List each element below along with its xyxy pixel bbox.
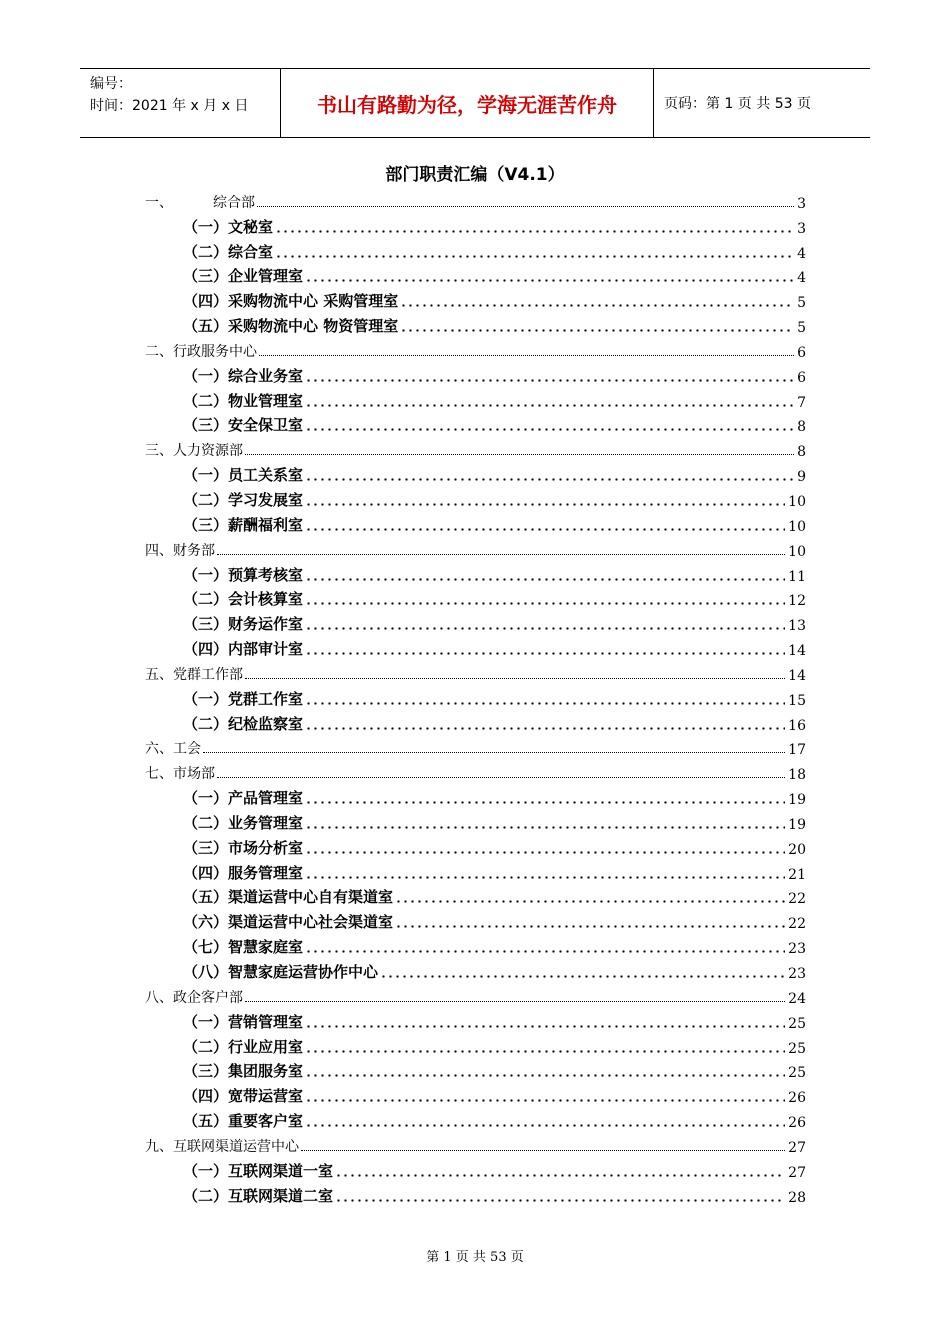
- toc-entry-text: 薪酬福利室: [228, 515, 304, 534]
- toc-entry-label: [183, 837, 303, 858]
- toc-dot-leader: [305, 727, 785, 730]
- toc-subsection-entry[interactable]: [145, 386, 806, 411]
- toc-dot-leader: [395, 900, 785, 903]
- toc-entry-number: （一）: [183, 1161, 229, 1180]
- toc-subsection-entry[interactable]: [145, 833, 806, 858]
- toc-entry-label: [183, 1036, 303, 1057]
- toc-entry-text: 企业管理室: [228, 267, 304, 286]
- toc-entry-number: （一）: [183, 366, 229, 385]
- toc-page-number: 26: [788, 1090, 806, 1107]
- toc-entry-number: 九、: [145, 1138, 173, 1155]
- toc-entry-label: [183, 514, 303, 535]
- toc-entry-number: （二）: [183, 1037, 229, 1056]
- toc-dot-leader: [305, 876, 785, 879]
- toc-dot-leader: [400, 329, 794, 332]
- toc-dot-leader: [305, 404, 794, 407]
- toc-page-number: 19: [788, 816, 806, 833]
- toc-entry-text: 营销管理室: [228, 1012, 304, 1031]
- toc-dot-leader: [305, 652, 785, 655]
- toc-subsection-entry[interactable]: [145, 1181, 806, 1206]
- toc-entry-text: 党群工作室: [228, 689, 304, 708]
- toc-entry-text: 文秘室: [228, 217, 274, 236]
- header-page-info: 页码：第 1 页 共 53 页: [664, 96, 811, 112]
- header-slogan: 书山有路勤为径，学海无涯苦作舟: [281, 69, 654, 137]
- toc-section-entry[interactable]: [145, 336, 806, 361]
- toc-page-number: 4: [797, 270, 806, 287]
- toc-dot-leader: [217, 552, 785, 555]
- toc-subsection-entry[interactable]: [145, 957, 806, 982]
- toc-subsection-entry[interactable]: [145, 311, 806, 336]
- toc-dot-leader: [305, 1074, 785, 1077]
- toc-entry-text: 产品管理室: [228, 789, 304, 808]
- toc-entry-text: 政企客户部: [173, 989, 243, 1006]
- toc-dot-leader: [305, 627, 785, 630]
- toc-subsection-entry[interactable]: [145, 1156, 806, 1181]
- toc-subsection-entry[interactable]: [145, 783, 806, 808]
- toc-entry-text: 重要客户室: [228, 1112, 304, 1131]
- toc-entry-number: 六、: [145, 741, 173, 758]
- toc-entry-label: [145, 341, 257, 361]
- toc-entry-number: （二）: [183, 391, 229, 410]
- toc-entry-label: [183, 787, 303, 808]
- toc-entry-text: 行业应用室: [228, 1037, 304, 1056]
- toc-entry-text: 智慧家庭室: [228, 938, 304, 957]
- toc-entry-label: [183, 414, 303, 435]
- toc-entry-label: [183, 489, 303, 510]
- toc-subsection-entry[interactable]: [145, 510, 806, 535]
- document-header: [80, 68, 870, 138]
- toc-page-number: 25: [788, 1065, 806, 1082]
- toc-dot-leader: [305, 801, 785, 804]
- toc-entry-text: 内部审计室: [228, 640, 304, 659]
- toc-entry-label: [145, 763, 215, 783]
- toc-entry-number: （一）: [183, 565, 229, 584]
- toc-entry-number: （四）: [183, 640, 229, 659]
- toc-entry-number: （三）: [183, 416, 229, 435]
- toc-page-number: 13: [788, 618, 806, 635]
- toc-subsection-entry[interactable]: [145, 560, 806, 585]
- toc-page-number: 15: [788, 692, 806, 709]
- toc-entry-label: [145, 440, 243, 460]
- toc-subsection-entry[interactable]: [145, 808, 806, 833]
- toc-page-number: 24: [788, 990, 806, 1007]
- toc-subsection-entry[interactable]: [145, 262, 806, 287]
- toc-dot-leader: [245, 452, 794, 455]
- toc-section-entry[interactable]: [145, 734, 806, 759]
- toc-entry-number: （四）: [183, 292, 229, 311]
- toc-entry-number: （一）: [183, 466, 229, 485]
- toc-entry-text: 采购物流中心 物资管理室: [228, 317, 399, 336]
- toc-page-number: 5: [797, 320, 806, 337]
- toc-entry-text: 工会: [173, 741, 201, 758]
- toc-entry-label: [183, 1185, 333, 1206]
- toc-page-number: 7: [797, 394, 806, 411]
- toc-entry-number: （一）: [183, 1012, 229, 1031]
- toc-entry-text: 互联网渠道运营中心: [173, 1138, 299, 1155]
- toc-entry-number: （五）: [183, 1112, 229, 1131]
- toc-entry-label: [183, 1085, 303, 1106]
- toc-entry-label: [183, 241, 273, 262]
- toc-entry-number: 一、: [145, 194, 173, 211]
- toc-dot-leader: [305, 1025, 785, 1028]
- toc-page-number: 8: [797, 444, 806, 461]
- toc-page-number: 3: [797, 195, 806, 212]
- toc-entry-number: 三、: [145, 443, 173, 460]
- toc-subsection-entry[interactable]: [145, 709, 806, 734]
- toc-dot-leader: [305, 503, 785, 506]
- date-line: 时间：2021 年 x 月 x 日: [90, 98, 249, 114]
- toc-entry-number: （三）: [183, 615, 229, 634]
- toc-entry-text: 财务运作室: [228, 615, 304, 634]
- toc-entry-text: 综合部: [213, 194, 255, 211]
- toc-dot-leader: [301, 1148, 785, 1151]
- toc-entry-text: 纪检监察室: [228, 714, 304, 733]
- toc-subsection-entry[interactable]: [145, 1106, 806, 1131]
- toc-entry-text: 党群工作部: [173, 666, 243, 683]
- toc-entry-number: （三）: [183, 515, 229, 534]
- toc-subsection-entry[interactable]: [145, 634, 806, 659]
- toc-subsection-entry[interactable]: [145, 907, 806, 932]
- toc-entry-text: 服务管理室: [228, 863, 304, 882]
- toc-dot-leader: [305, 702, 785, 705]
- toc-dot-leader: [305, 428, 794, 431]
- toc-entry-number: 四、: [145, 542, 173, 559]
- toc-page-number: 3: [797, 220, 806, 237]
- toc-section-entry[interactable]: [145, 758, 806, 783]
- toc-dot-leader: [275, 230, 794, 233]
- toc-dot-leader: [305, 528, 785, 531]
- toc-dot-leader: [217, 775, 785, 778]
- toc-entry-number: （三）: [183, 1062, 229, 1081]
- toc-page-number: 14: [788, 643, 806, 660]
- toc-entry-label: [145, 664, 243, 684]
- toc-subsection-entry[interactable]: [145, 411, 806, 436]
- toc-entry-text: 安全保卫室: [228, 416, 304, 435]
- toc-page-number: 4: [797, 245, 806, 262]
- toc-page-number: 6: [797, 369, 806, 386]
- toc-entry-number: （七）: [183, 938, 229, 957]
- toc-entry-text: 市场分析室: [228, 838, 304, 857]
- toc-dot-leader: [400, 304, 794, 307]
- toc-entry-text: 员工关系室: [228, 466, 304, 485]
- toc-dot-leader: [275, 255, 794, 258]
- toc-entry-text: 预算考核室: [228, 565, 304, 584]
- toc-subsection-entry[interactable]: [145, 361, 806, 386]
- toc-entry-label: [183, 1060, 303, 1081]
- toc-entry-label: [183, 1160, 333, 1181]
- toc-entry-text: 集团服务室: [228, 1062, 304, 1081]
- toc-subsection-entry[interactable]: [145, 883, 806, 908]
- toc-dot-leader: [257, 204, 794, 207]
- toc-subsection-entry[interactable]: [145, 1081, 806, 1106]
- toc-entry-text: 综合业务室: [228, 366, 304, 385]
- toc-page-number: 11: [788, 568, 806, 585]
- toc-entry-number: （三）: [183, 838, 229, 857]
- toc-dot-leader: [305, 578, 785, 581]
- toc-dot-leader: [305, 1124, 785, 1127]
- toc-dot-leader: [395, 925, 785, 928]
- toc-entry-label: [183, 265, 303, 286]
- toc-subsection-entry[interactable]: [145, 1007, 806, 1032]
- toc-entry-text: 互联网渠道二室: [228, 1186, 334, 1205]
- toc-entry-label: [183, 390, 303, 411]
- toc-section-entry[interactable]: [145, 982, 806, 1007]
- toc-entry-label: [145, 1136, 299, 1156]
- toc-page-number: 14: [788, 667, 806, 684]
- toc-entry-number: （二）: [183, 813, 229, 832]
- toc-entry-number: 二、: [145, 343, 173, 360]
- toc-page-number: 20: [788, 841, 806, 858]
- toc-subsection-entry[interactable]: [145, 684, 806, 709]
- toc-entry-number: （四）: [183, 863, 229, 882]
- toc-entry-label: [183, 464, 303, 485]
- toc-page-number: 25: [788, 1040, 806, 1057]
- toc-entry-number: （二）: [183, 490, 229, 509]
- toc-entry-number: （六）: [183, 913, 229, 932]
- number-label: 编号：: [90, 76, 132, 92]
- toc-dot-leader: [245, 999, 785, 1002]
- toc-entry-text: 业务管理室: [228, 813, 304, 832]
- toc-entry-number: （四）: [183, 1087, 229, 1106]
- toc-entry-label: [145, 738, 201, 758]
- toc-entry-label: [183, 315, 398, 336]
- toc-dot-leader: [305, 478, 794, 481]
- toc-subsection-entry[interactable]: [145, 237, 806, 262]
- toc-section-entry[interactable]: [145, 535, 806, 560]
- table-of-contents: [145, 187, 806, 1206]
- toc-subsection-entry[interactable]: [145, 286, 806, 311]
- toc-entry-text: 综合室: [228, 242, 274, 261]
- toc-entry-number: 七、: [145, 766, 173, 783]
- toc-entry-label: [145, 987, 243, 1007]
- toc-entry-label: [183, 911, 393, 932]
- toc-page-number: 27: [788, 1139, 806, 1156]
- toc-entry-number: （二）: [183, 590, 229, 609]
- toc-entry-text: 市场部: [173, 766, 215, 783]
- toc-entry-number: （八）: [183, 963, 229, 981]
- toc-entry-number: 八、: [145, 989, 173, 1006]
- toc-page-number: 8: [797, 419, 806, 436]
- toc-dot-leader: [305, 826, 785, 829]
- toc-entry-text: 人力资源部: [173, 443, 243, 460]
- toc-subsection-entry[interactable]: [145, 858, 806, 883]
- toc-page-number: 26: [788, 1115, 806, 1132]
- toc-dot-leader: [203, 750, 785, 753]
- toc-page-number: 22: [788, 916, 806, 933]
- toc-entry-label: [183, 1110, 303, 1131]
- toc-entry-text: 智慧家庭运营协作中心: [228, 963, 379, 981]
- toc-entry-number: （一）: [183, 789, 229, 808]
- toc-entry-number: （一）: [183, 217, 229, 236]
- toc-entry-label: [183, 638, 303, 659]
- toc-entry-number: （二）: [183, 242, 229, 261]
- header-meta: [80, 69, 281, 137]
- toc-page-number: 17: [788, 742, 806, 759]
- toc-subsection-entry[interactable]: [145, 1032, 806, 1057]
- toc-dot-leader: [245, 676, 785, 679]
- toc-entry-label: [183, 564, 303, 585]
- toc-entry-label: [183, 961, 378, 982]
- toc-entry-label: [145, 192, 255, 212]
- toc-page-number: 25: [788, 1015, 806, 1032]
- toc-entry-label: [183, 936, 303, 957]
- toc-entry-number: （一）: [183, 689, 229, 708]
- toc-entry-label: [183, 216, 273, 237]
- toc-entry-number: （五）: [183, 888, 229, 907]
- toc-entry-number: （三）: [183, 267, 229, 286]
- toc-entry-text: 采购物流中心 采购管理室: [228, 292, 399, 311]
- toc-subsection-entry[interactable]: [145, 609, 806, 634]
- toc-page-number: 10: [788, 518, 806, 535]
- toc-subsection-entry[interactable]: [145, 212, 806, 237]
- toc-entry-text: 渠道运营中心自有渠道室: [228, 888, 394, 907]
- toc-page-number: 12: [788, 593, 806, 610]
- toc-entry-label: [183, 290, 398, 311]
- toc-subsection-entry[interactable]: [145, 585, 806, 610]
- toc-entry-label: [183, 812, 303, 833]
- toc-dot-leader: [259, 353, 794, 356]
- toc-entry-label: [183, 588, 303, 609]
- toc-subsection-entry[interactable]: [145, 460, 806, 485]
- toc-subsection-entry[interactable]: [145, 1057, 806, 1082]
- toc-subsection-entry[interactable]: [145, 932, 806, 957]
- toc-page-number: 10: [788, 543, 806, 560]
- toc-section-entry[interactable]: [145, 659, 806, 684]
- toc-entry-label: [145, 540, 215, 560]
- toc-dot-leader: [305, 279, 794, 282]
- toc-page-number: 18: [788, 767, 806, 784]
- toc-entry-text: 会计核算室: [228, 590, 304, 609]
- toc-page-number: 27: [788, 1164, 806, 1181]
- toc-dot-leader: [305, 1099, 785, 1102]
- toc-dot-leader: [305, 379, 794, 382]
- toc-entry-text: 学习发展室: [228, 490, 304, 509]
- document-title: 部门职责汇编（V4.1）: [385, 165, 565, 185]
- toc-subsection-entry[interactable]: [145, 485, 806, 510]
- toc-page-number: 10: [788, 493, 806, 510]
- toc-dot-leader: [335, 1199, 785, 1202]
- toc-page-number: 5: [797, 295, 806, 312]
- toc-dot-leader: [305, 1050, 785, 1053]
- toc-entry-label: [183, 613, 303, 634]
- toc-page-number: 21: [788, 866, 806, 883]
- toc-page-number: 23: [788, 941, 806, 958]
- toc-entry-text: 财务部: [173, 542, 215, 559]
- toc-dot-leader: [305, 851, 785, 854]
- toc-page-number: 28: [788, 1189, 806, 1206]
- toc-dot-leader: [305, 950, 785, 953]
- toc-section-entry[interactable]: [145, 187, 806, 212]
- page-footer: 第 1 页 共 53 页: [426, 1250, 524, 1265]
- toc-entry-number: 五、: [145, 666, 173, 683]
- toc-entry-text: 渠道运营中心社会渠道室: [228, 913, 394, 932]
- toc-entry-number: （五）: [183, 317, 229, 336]
- toc-entry-label: [183, 886, 393, 907]
- toc-page-number: 6: [797, 344, 806, 361]
- toc-entry-label: [183, 1011, 303, 1032]
- toc-page-number: 16: [788, 717, 806, 734]
- toc-dot-leader: [305, 602, 785, 605]
- toc-entry-text: 互联网渠道一室: [228, 1161, 334, 1180]
- toc-entry-label: [183, 365, 303, 386]
- toc-entry-text: 行政服务中心: [173, 343, 257, 360]
- toc-page-number: 23: [788, 966, 806, 982]
- toc-page-number: 9: [797, 469, 806, 486]
- toc-section-entry[interactable]: [145, 435, 806, 460]
- toc-entry-text: 宽带运营室: [228, 1087, 304, 1106]
- toc-entry-number: （二）: [183, 714, 229, 733]
- toc-dot-leader: [335, 1174, 785, 1177]
- toc-entry-label: [183, 862, 303, 883]
- toc-page-number: 22: [788, 891, 806, 908]
- toc-dot-leader: [380, 975, 785, 978]
- toc-section-entry[interactable]: [145, 1131, 806, 1156]
- toc-entry-label: [183, 713, 303, 734]
- toc-page-number: 19: [788, 792, 806, 809]
- toc-entry-label: [183, 688, 303, 709]
- toc-entry-text: 物业管理室: [228, 391, 304, 410]
- toc-entry-number: （二）: [183, 1186, 229, 1205]
